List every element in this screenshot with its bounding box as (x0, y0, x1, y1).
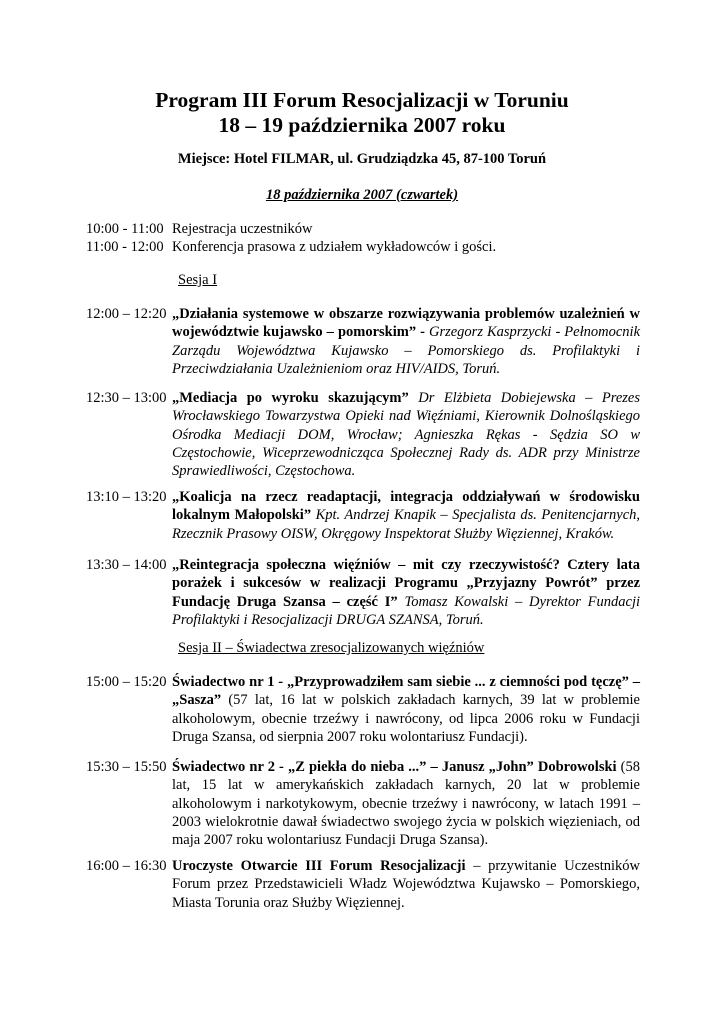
item-description (172, 673, 640, 746)
item-time: 16:00 – 16:30 (86, 858, 167, 874)
item-description (172, 305, 640, 378)
item-description (172, 488, 640, 543)
item-title: Świadectwo nr 1 - „Przyprowadziłem sam siebie ... z ciemności pod tęczę” – „Sasza” (172, 674, 640, 709)
item-time: 12:00 – 12:20 (86, 306, 167, 322)
item-title: „Koalicja na rzecz readaptacji, integracja oddziaływań w środowisku lokalnym Małopolski” (172, 489, 640, 524)
item-speaker: Dr Elżbieta Dobiejewska – Prezes Wrocławskiego Towarzystwa Opieki nad Więźniami, Kierownik Dolnośląskiego Ośrodka Mediacji DOM, Wrocław; Agnieszka Rękas - Sędzia SO w Częstochowie, Wiceprzewodnicząca Społecznej Rady ds. ADR przy Ministrze Sprawiedliwości, Częstochowa. (172, 390, 640, 480)
item-title: „Reintegracja społeczna więźniów – mit czy rzeczywistość? Cztery lata porażek i sukcesów w realizacji Programu „Przyjazny Powrót” przez Fundację Druga Szansa – część I” (172, 557, 640, 610)
schedule-item (86, 673, 640, 746)
page-title (0, 88, 724, 138)
row-text: Rejestracja uczestników (172, 221, 313, 237)
item-speaker: Kpt. Andrzej Knapik – Specjalista ds. Penitencjarnych, Rzecznik Prasowy OISW, Okręgowy Inspektorat Służby Więziennej, Kraków. (172, 507, 641, 542)
item-time: 15:00 – 15:20 (86, 674, 167, 690)
item-description (172, 758, 640, 849)
item-text: (58 lat, 15 lat w amerykańskich zakładach karnych, 20 lat w problemie alkoholowym i narkotykowym, obecnie trzeźwy i nawrócony, w latach 1991 – 2003 wielokrotnie dawał świadectwo swojego życia w polskich więzieniach, od maja 2007 roku wolontariusz Fundacji Druga Szansa). (172, 759, 640, 849)
title-line-1: Program III Forum Resocjalizacji w Toruniu (155, 88, 569, 112)
title-line-2: 18 – 19 października 2007 roku (218, 113, 506, 137)
row-time: 11:00 - 12:00 (86, 239, 164, 255)
schedule-row-press (86, 238, 496, 256)
item-time: 15:30 – 15:50 (86, 759, 167, 775)
item-title: „Mediacja po wyroku skazującym” (172, 390, 409, 406)
item-time: 13:10 – 13:20 (86, 489, 167, 505)
item-text: (57 lat, 16 lat w polskich zakładach karnych, 39 lat w problemie alkoholowym, obecnie trzeźwy i nawrócony, od lipca 2006 roku w Fundacji Druga Szansa, od sierpnia 2007 roku wolontariusz Fundacji). (172, 692, 640, 745)
item-title: Uroczyste Otwarcie III Forum Resocjalizacji (172, 858, 466, 874)
session-2-heading: Sesja II – Świadectwa zresocjalizowanych więźniów (178, 640, 485, 656)
item-speaker: Tomasz Kowalski – Dyrektor Fundacji Profilaktyki i Resocjalizacji DRUGA SZANSA, Toruń. (172, 593, 641, 628)
schedule-item (86, 758, 640, 849)
day-heading: 18 października 2007 (czwartek) (265, 187, 459, 203)
item-description (172, 556, 640, 629)
item-text: – przywitanie Uczestników Forum przez Przedstawicieli Władz Województwa Kujawsko – Pomorskiego, Miasta Torunia oraz Służby Więziennej. (172, 858, 640, 911)
schedule-item (86, 857, 640, 912)
row-time: 10:00 - 11:00 (86, 221, 164, 237)
row-text: Konferencja prasowa z udziałem wykładowców i gości. (172, 239, 497, 255)
item-speaker: Grzegorz Kasprzycki - Pełnomocnik Zarządu Województwa Kujawsko – Pomorskiego ds. Profilaktyki i Przeciwdziałania Uzależnieniom oraz HIV/AIDS, Toruń. (172, 324, 641, 377)
venue-line: Miejsce: Hotel FILMAR, ul. Grudziądzka 45, 87-100 Toruń (177, 151, 547, 167)
schedule-item (86, 305, 640, 378)
session-1-heading: Sesja I (178, 272, 218, 288)
schedule-item (86, 389, 640, 480)
item-time: 13:30 – 14:00 (86, 557, 167, 573)
item-title: Świadectwo nr 2 - „Z piekła do nieba ...” – Janusz „John” Dobrowolski (172, 759, 617, 775)
item-description (172, 857, 640, 912)
schedule-item (86, 488, 640, 543)
schedule-item (86, 556, 640, 629)
schedule-row-registration (86, 220, 313, 238)
item-title: „Działania systemowe w obszarze rozwiązywania problemów uzależnień w województwie kujawsko – pomorskim” - (172, 306, 640, 341)
item-time: 12:30 – 13:00 (86, 390, 167, 406)
item-description (172, 389, 640, 480)
